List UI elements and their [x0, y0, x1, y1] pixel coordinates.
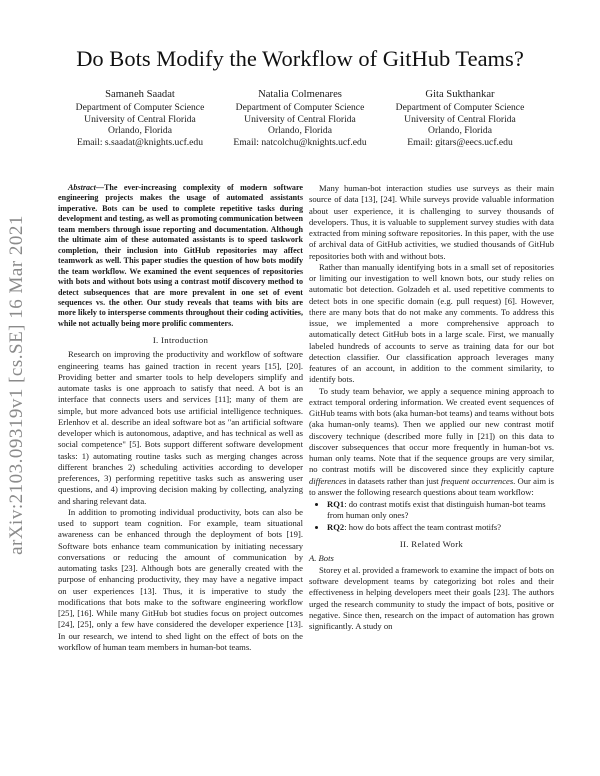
arxiv-identifier-stamp [6, 195, 28, 575]
text-run: in datasets rather than just [346, 475, 441, 486]
author-univ: University of Central Florida [404, 113, 516, 125]
author-dept: Department of Computer Science [395, 101, 525, 113]
author-name: Gita Sukthankar [425, 89, 495, 100]
author-block [60, 89, 540, 149]
body-paragraph-surveys: Many human-bot interaction studies use surveys as their main source of data [13], [24]. While surveys provide valuable information about user experience, it is challenging to survey thousands of developers. Thus, it is valuable to supplement survey studies with data extracted from mining software repositories. In this paper, with the use of archival data of GitHub activities, we studied thousands of GitHub repositories both with and without bots. [309, 183, 554, 261]
intro-paragraph-2: In addition to promoting individual productivity, bots can also be used to support team cognition. For example, team situational awareness can be enhanced through the deployment of bots [19]. Software bots enhance team communication by initiating necessary conversations or reducing the amount of communication by automating tasks [23]. Although bots are generally created with the purpose of enhancing productivity, they may have a negative impact on user experiences [13]. Thus, it is imperative to study the modifications that bots make to the software engineering workflow [25], [16]. While many GitHub bot studies focus on project outcomes [24], [25], only a few have considered the developer experience [13]. In our research, we intend to shed light on the effect of bots on the workflow of human team members in human-bot teams. [58, 506, 303, 652]
abstract-text: —The ever-increasing complexity of modern software engineering projects makes the usage of automated assistants imperative. Bots can be used to complete repetitive tasks during development and testing, as well as promoting communication between team members through issue reporting and documentation. Although the ultimate aim of these automated assistants is to speed taskwork completion, their inclusion into GitHub repositories may affect teamwork as well. This paper studies the question of how bots modify the team workflow. We examined the event sequences of repositories with bots and without bots using a contrast motif discovery method to detect subsequences that are more prevalent in one set of event sequences vs. the other. Our study reveals that teams with bits are more likely to intersperse comments throughout their coding activities, while not actually being more prolific commenters. [58, 183, 303, 328]
paper-title: Do Bots Modify the Workflow of GitHub Teams? [76, 46, 524, 71]
body-paragraph-bot-detection: Rather than manually identifying bots in a small set of repositories or limiting our investigation to well known bots, our study relies on automatic bot detection. Golzadeh et al. used repetitive comments to detect bots in one specific domain (e.g. pull request) [6]. However, there are many bots that do not make any comments. To address this issue, we implemented a more comprehensive approach to automatically detect GitHub bots in a large scale. First, we manually labeled hundreds of accounts to serve as training data for our bot detection classifier. Our classification approach leverages many features of an account, in addition to the comment similarity, to identify bots. [309, 261, 554, 385]
rq-label: RQ2 [327, 521, 345, 532]
arxiv-id-text: arXiv:2103.09319v1 [cs.SE] 16 Mar 2021 [6, 215, 28, 555]
author-dept: Department of Computer Science [75, 101, 205, 113]
left-column [58, 183, 303, 653]
bots-paragraph-1: Storey et al. provided a framework to examine the impact of bots on software development teams by categorizing bot roles and their effectiveness in helping developers meet their goals [23]. The authors urged the research community to study the impact of bots, positive or negative. Since then, research on the impact of automation has grown significantly. A study on [309, 564, 554, 631]
author-1 [60, 89, 220, 149]
section-heading-related-work: II. Related Work [399, 538, 464, 549]
author-email: Email: s.saadat@knights.ucf.edu [76, 137, 204, 149]
emphasis-frequent-occurrences: frequent occurrences [440, 475, 514, 486]
section-heading-introduction: I. Introduction [152, 335, 209, 346]
research-question-2 [327, 522, 554, 533]
author-name: Natalia Colmenares [258, 89, 342, 100]
emphasis-differences: differences [309, 475, 347, 486]
author-dept: Department of Computer Science [235, 101, 365, 113]
subsection-heading-bots: A. Bots [309, 552, 334, 563]
rq-label: RQ1 [327, 499, 345, 509]
author-univ: University of Central Florida [84, 113, 196, 125]
author-email: Email: natcolchu@knights.ucf.edu [233, 137, 367, 149]
author-city: Orlando, Florida [108, 125, 172, 137]
author-name: Samaneh Saadat [105, 89, 175, 100]
author-city: Orlando, Florida [428, 125, 492, 137]
text-run: . Our aim is to answer the following research questions about team workflow: [309, 475, 555, 497]
author-email: Email: gitars@eecs.ucf.edu [407, 137, 513, 149]
research-questions-list [309, 499, 554, 533]
author-univ: University of Central Florida [244, 113, 356, 125]
rq-text: : do contrast motifs exist that distinguish human-bot teams from human only ones? [327, 499, 546, 521]
abstract-lead: Abstract [68, 183, 96, 192]
rq-text: : how do bots affect the team contrast motifs? [344, 521, 502, 532]
research-question-1 [327, 499, 554, 522]
author-city: Orlando, Florida [268, 125, 332, 137]
intro-paragraph-1: Research on improving the productivity and workflow of software engineering teams has gained traction in recent years [15], [20]. Providing better and smarter tools to help developers simplify and automate tasks is one approach to satisfy that need. A bot is an interface that connects users and services [11]; many of them are simple, but more advanced bots use artificial intelligence techniques. Erlenhov et al. describe an ideal software bot as "an artificial software developer which is autonomous, adaptive, and has technical as well as social competence" [5]. Bots support different software development tasks: 1) automating routine tasks such as merging changes across different branches 2) scheduling activities according to developer preferences, 3) performing repetitive tasks such as answering user questions, and 4) improving decision making by collecting, analyzing and sharing relevant data. [58, 349, 303, 506]
abstract [58, 183, 303, 329]
body-paragraph-sequence-mining [309, 386, 554, 499]
text-run: To study team behavior, we apply a sequence mining approach to extract temporal ordering information. We created event sequences of GitHub teams with bots (aka human-bot teams) and teams without bots (aka human-only teams). Then we applied our new contrast motif discovery technique (described more fully in [21]) on this data to discover subsequences that occur more frequently in human-bot vs. human only teams. Note that if the sequence groups are very similar, no contrast motifs will be discovered since they explicitly capture [309, 385, 554, 475]
author-2 [220, 89, 380, 149]
right-column [309, 183, 554, 632]
author-3 [380, 89, 540, 149]
